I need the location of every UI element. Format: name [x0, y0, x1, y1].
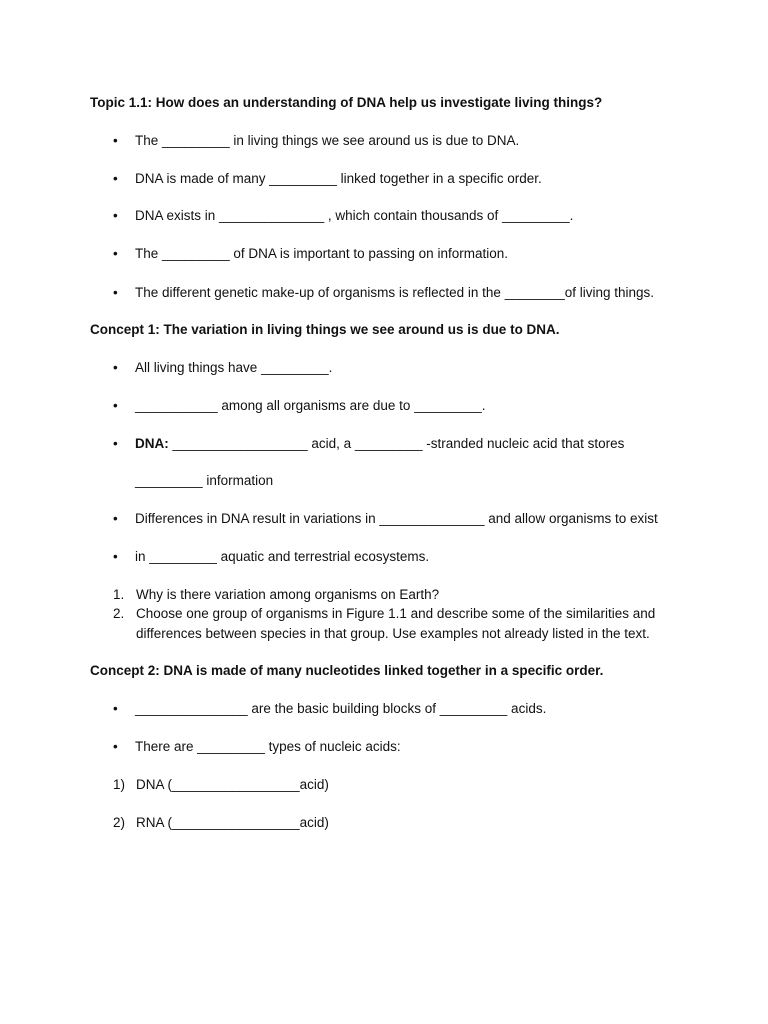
numbered-marker: 2)	[113, 815, 126, 830]
list-item: The _________ of DNA is important to passing on information.	[135, 246, 508, 261]
question-number: 2.	[113, 606, 125, 621]
bullet-icon: •	[113, 511, 118, 526]
dna-definition-continuation: _________ information	[135, 473, 274, 488]
question-text: Choose one group of organisms in Figure 1.1 and describe some of the similarities and	[136, 606, 656, 621]
bullet-icon: •	[113, 739, 118, 754]
topic-heading: Topic 1.1: How does an understanding of DNA help us investigate living things?	[90, 95, 603, 110]
list-item: Differences in DNA result in variations in ______________ and allow organisms to exist	[135, 511, 658, 526]
bullet-icon: •	[113, 133, 118, 148]
list-item: ___________ among all organisms are due to _________.	[135, 398, 486, 413]
dna-definition	[135, 436, 624, 452]
bullet-icon: •	[113, 398, 118, 413]
list-item: DNA exists in ______________ , which contain thousands of _________.	[135, 208, 574, 223]
question-number: 1.	[113, 587, 125, 602]
numbered-marker: 1)	[113, 777, 126, 792]
bullet-icon: •	[113, 360, 118, 375]
numbered-item: DNA (_________________acid)	[136, 777, 329, 792]
numbered-item: RNA (_________________acid)	[136, 815, 329, 830]
bullet-icon: •	[113, 701, 118, 716]
question-text-continuation: differences between species in that group. Use examples not already listed in the text.	[136, 626, 650, 641]
concept2-heading: Concept 2: DNA is made of many nucleotides linked together in a specific order.	[90, 663, 604, 678]
dna-term: DNA:	[135, 436, 169, 451]
bullet-icon: •	[113, 171, 118, 186]
question-text: Why is there variation among organisms on Earth?	[136, 587, 440, 602]
concept1-heading: Concept 1: The variation in living things we see around us is due to DNA.	[90, 322, 560, 337]
dna-definition-text: __________________ acid, a _________ -stranded nucleic acid that stores	[168, 436, 625, 451]
bullet-icon: •	[113, 549, 118, 564]
list-item: _______________ are the basic building blocks of _________ acids.	[135, 701, 547, 716]
list-item: The _________ in living things we see around us is due to DNA.	[135, 133, 520, 148]
list-item: The different genetic make-up of organisms is reflected in the ________of living things.	[135, 285, 655, 300]
list-item: in _________ aquatic and terrestrial ecosystems.	[135, 549, 430, 564]
list-item: All living things have _________.	[135, 360, 333, 375]
bullet-icon: •	[113, 208, 118, 223]
bullet-icon: •	[113, 285, 118, 300]
list-item: DNA is made of many _________ linked together in a specific order.	[135, 171, 542, 186]
list-item: There are _________ types of nucleic acids:	[135, 739, 401, 754]
bullet-icon: •	[113, 436, 118, 451]
bullet-icon: •	[113, 246, 118, 261]
